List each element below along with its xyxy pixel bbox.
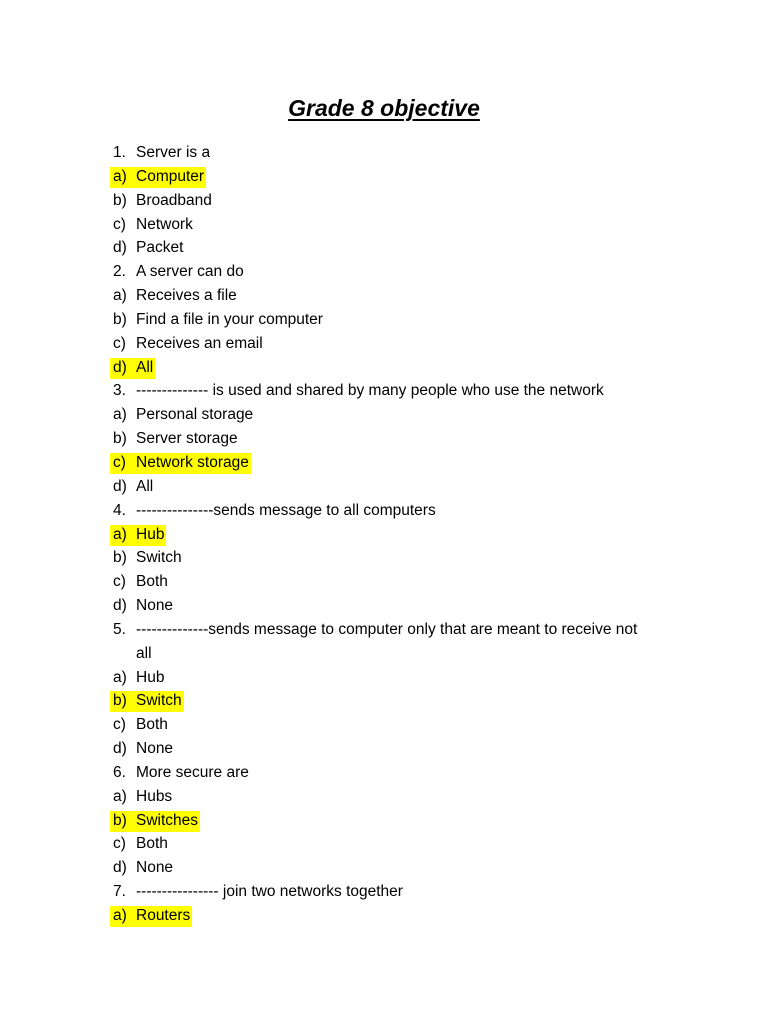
list-marker: 7. xyxy=(113,883,126,901)
list-marker: b) xyxy=(113,430,127,448)
line-text: Switch xyxy=(136,549,182,567)
question-line xyxy=(0,761,768,785)
option-line xyxy=(0,475,768,499)
option-line xyxy=(0,713,768,737)
option-line xyxy=(0,785,768,809)
question-line xyxy=(0,379,768,403)
list-marker: 3. xyxy=(113,382,126,400)
line-text: Server storage xyxy=(136,430,238,448)
list-marker: b) xyxy=(113,811,127,829)
list-marker: d) xyxy=(113,239,127,257)
option-line xyxy=(0,666,768,690)
option-line xyxy=(0,356,768,380)
option-line xyxy=(0,451,768,475)
option-line xyxy=(0,904,768,928)
line-text: Broadband xyxy=(136,191,212,209)
line-text: All xyxy=(136,358,154,376)
line-text: Receives an email xyxy=(136,334,263,352)
list-marker: 6. xyxy=(113,763,126,781)
list-marker: c) xyxy=(113,716,126,734)
list-marker: d) xyxy=(113,597,127,615)
document-title: Grade 8 objective xyxy=(288,95,480,121)
option-line xyxy=(0,832,768,856)
line-text: A server can do xyxy=(136,263,244,281)
option-line xyxy=(0,308,768,332)
list-marker: b) xyxy=(113,310,127,328)
list-marker: 1. xyxy=(113,144,126,161)
option-line xyxy=(0,236,768,260)
option-line xyxy=(0,570,768,594)
line-text: Personal storage xyxy=(136,406,254,424)
line-text: -------------- is used and shared by many people who use the network xyxy=(136,382,604,400)
question-line xyxy=(0,260,768,284)
option-line xyxy=(0,165,768,189)
list-marker: c) xyxy=(113,215,126,233)
option-line xyxy=(0,809,768,833)
line-text: Network xyxy=(136,215,193,233)
list-marker: d) xyxy=(113,740,127,758)
option-line xyxy=(0,689,768,713)
list-marker: b) xyxy=(113,549,127,567)
line-text: Find a file in your computer xyxy=(136,310,323,328)
list-marker: d) xyxy=(113,477,127,495)
list-marker: 5. xyxy=(113,620,126,638)
list-marker: a) xyxy=(113,668,127,686)
list-marker: 2. xyxy=(113,263,126,281)
line-text: Hubs xyxy=(136,787,173,805)
line-text: None xyxy=(136,859,174,877)
question-list xyxy=(0,141,768,928)
question-line xyxy=(0,499,768,523)
option-line xyxy=(0,427,768,451)
option-line xyxy=(0,594,768,618)
question-line xyxy=(0,618,768,642)
line-text: Both xyxy=(136,716,168,734)
line-text: ---------------- join two networks together xyxy=(136,883,403,901)
line-text: Hub xyxy=(136,525,165,543)
list-marker: c) xyxy=(113,334,126,352)
option-line xyxy=(0,546,768,570)
list-marker: c) xyxy=(113,453,126,471)
list-marker: d) xyxy=(113,859,127,877)
option-line xyxy=(0,332,768,356)
option-line xyxy=(0,403,768,427)
question-line xyxy=(0,880,768,904)
line-text: All xyxy=(136,477,154,495)
list-marker: b) xyxy=(113,692,127,710)
list-marker: a) xyxy=(113,907,127,924)
line-text: None xyxy=(136,740,174,758)
option-line xyxy=(0,189,768,213)
line-text: More secure are xyxy=(136,763,249,781)
line-text: Hub xyxy=(136,668,165,686)
option-line xyxy=(0,737,768,761)
question-line xyxy=(0,141,768,165)
line-text: Both xyxy=(136,835,168,853)
line-text: Both xyxy=(136,573,168,591)
list-marker: a) xyxy=(113,525,127,543)
list-marker: a) xyxy=(113,167,127,185)
line-text: Computer xyxy=(136,167,205,185)
line-text: Switches xyxy=(136,811,199,829)
line-text: Routers xyxy=(136,907,191,924)
line-text: --------------sends message to computer only that are meant to receive not xyxy=(136,620,638,638)
list-marker: b) xyxy=(113,191,127,209)
line-text: all xyxy=(136,644,152,662)
continuation-line xyxy=(0,642,768,666)
option-line xyxy=(0,213,768,237)
line-text: None xyxy=(136,597,174,615)
line-text: Network storage xyxy=(136,453,249,471)
line-text: Server is a xyxy=(136,144,211,161)
list-marker: a) xyxy=(113,287,127,305)
option-line xyxy=(0,523,768,547)
list-marker: 4. xyxy=(113,501,126,519)
list-marker: c) xyxy=(113,835,126,853)
list-marker: a) xyxy=(113,787,127,805)
list-marker: a) xyxy=(113,406,127,424)
option-line xyxy=(0,856,768,880)
line-text: ---------------sends message to all computers xyxy=(136,501,436,519)
option-line xyxy=(0,284,768,308)
line-text: Packet xyxy=(136,239,184,257)
line-text: Switch xyxy=(136,692,182,710)
list-marker: c) xyxy=(113,573,126,591)
list-marker: d) xyxy=(113,358,127,376)
line-text: Receives a file xyxy=(136,287,237,305)
